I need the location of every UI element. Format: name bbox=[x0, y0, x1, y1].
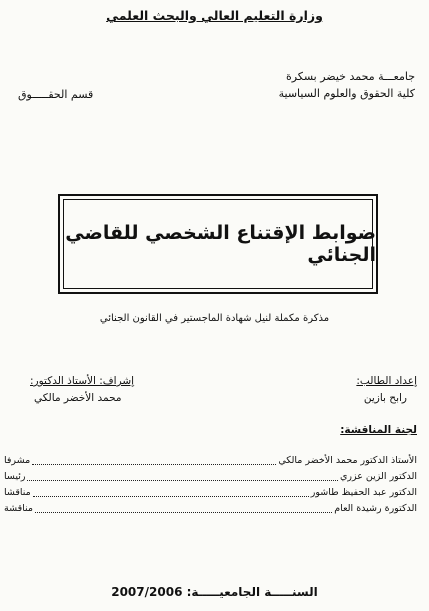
department-name: قسم الحقـــــوق bbox=[18, 88, 94, 101]
supervision-label: إشراف: الأستاذ الدكتور: bbox=[30, 375, 135, 387]
university-name: جامعـــة محمد خيضر بسكرة bbox=[285, 70, 415, 83]
jury-member-role: مناقشة bbox=[4, 502, 33, 514]
title-frame bbox=[58, 194, 378, 294]
memoir-description: مذكرة مكملة لنيل شهادة الماجستير في القانون الجنائي bbox=[99, 313, 330, 324]
dotted-leader bbox=[35, 503, 332, 513]
jury-member-name: الدكتورة رشيدة العام bbox=[334, 502, 417, 514]
academic-year-label: السنـــــة الجامعيـــــة: bbox=[186, 585, 318, 599]
jury-member-role: رئيسا bbox=[4, 470, 26, 482]
dotted-leader bbox=[33, 487, 309, 497]
jury-row bbox=[4, 484, 417, 500]
jury-member-name: الأستاذ الدكتور محمد الأخضر مالكي bbox=[278, 454, 417, 466]
jury-row bbox=[4, 468, 417, 484]
preparation-label: إعداد الطالب: bbox=[356, 375, 417, 387]
jury-member-role: مناقشا bbox=[4, 486, 31, 498]
supervisor-name: محمد الأخضر مالكي bbox=[34, 392, 122, 404]
jury-member-name: الدكتور عبد الحفيظ طاشور bbox=[310, 486, 417, 498]
student-name: رابح بازين bbox=[363, 392, 407, 404]
jury-title: لجنة المناقشة: bbox=[340, 424, 417, 436]
jury-row bbox=[4, 452, 417, 468]
faculty-name: كلية الحقوق والعلوم السياسية bbox=[278, 87, 415, 100]
academic-year bbox=[0, 585, 429, 599]
thesis-title: ضوابط الإقتناع الشخصي للقاضي الجنائي bbox=[65, 222, 376, 266]
academic-year-value: 2007/2006 bbox=[111, 585, 183, 599]
jury-member-name: الدكتور الزين عزري bbox=[339, 470, 417, 482]
dotted-leader bbox=[27, 471, 338, 481]
dotted-leader bbox=[32, 455, 276, 465]
ministry-heading: وزارة التعليم العالي والبحث العلمي bbox=[106, 8, 323, 23]
jury-member-role: مشرفا bbox=[4, 454, 31, 466]
jury-row bbox=[4, 500, 417, 516]
